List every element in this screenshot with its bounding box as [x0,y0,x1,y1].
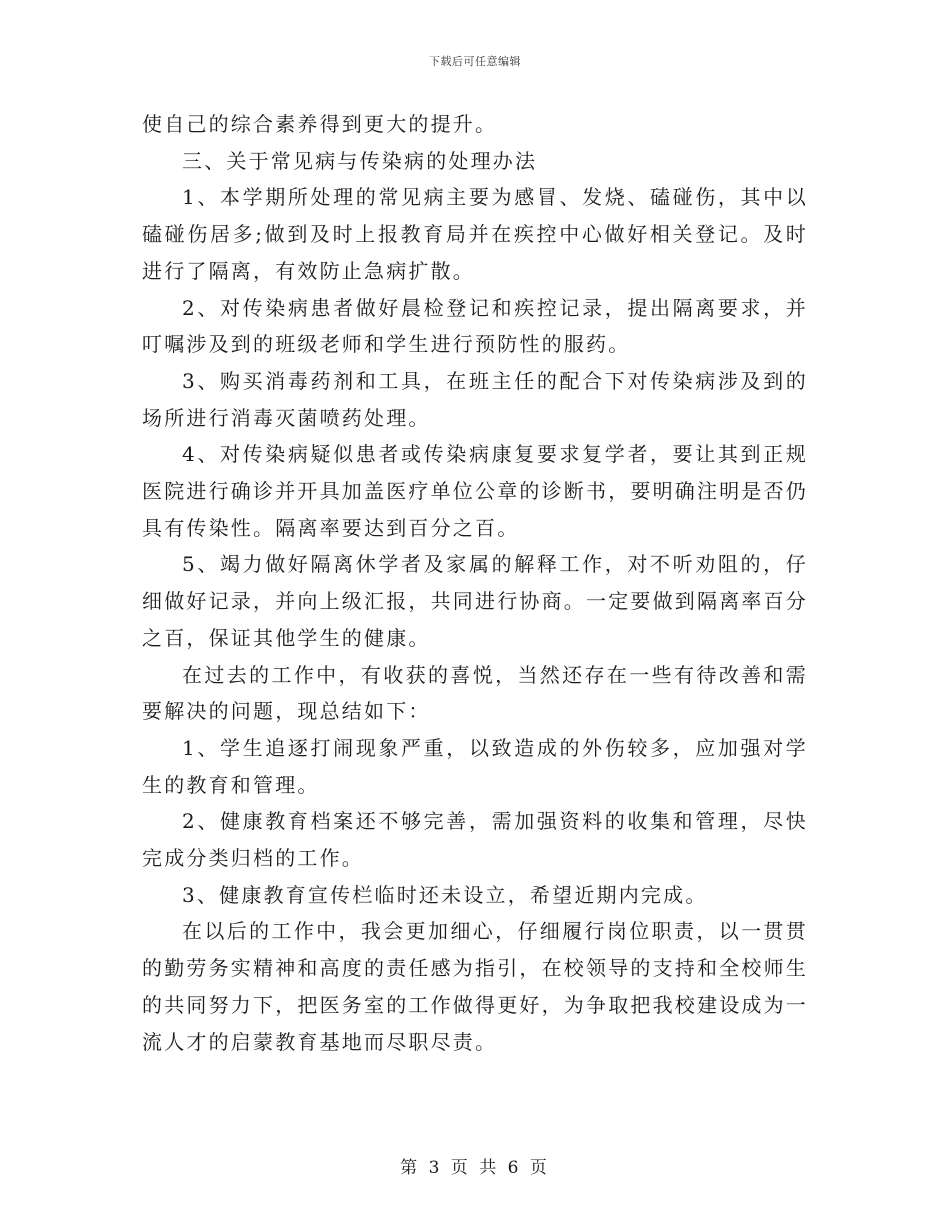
document-body [142,106,808,1060]
paragraph-problem-3: 3、健康教育宣传栏临时还未设立，希望近期内完成。 [182,882,708,907]
paragraph-conclusion: 在以后的工作中，我会更加细心，仔细履行岗位职责，以一贯贯的勤劳务实精神和高度的责任感为指引，在校领导的支持和全校师生的共同努力下，把医务室的工作做得更好，为争取把我校建设成为一流人才的启蒙教育基地而尽职尽责。 [142,919,808,1054]
page-header: 下载后可任意编辑 [429,55,521,68]
paragraph-item-5: 5、竭力做好隔离休学者及家属的解释工作，对不听劝阻的，仔细做好记录，并向上级汇报，共同进行协商。一定要做到隔离率百分之百，保证其他学生的健康。 [142,552,808,650]
paragraph-item-3: 3、购买消毒药剂和工具，在班主任的配合下对传染病涉及到的场所进行消毒灭菌喷药处理。 [142,368,808,430]
paragraph-problem-1: 1、学生追逐打闹现象严重，以致造成的外伤较多，应加强对学生的教育和管理。 [142,735,808,797]
section-heading: 三、关于常见病与传染病的处理办法 [182,148,538,173]
paragraph-item-4: 4、对传染病疑似患者或传染病康复要求复学者，要让其到正规医院进行确诊并开具加盖医疗单位公章的诊断书，要明确注明是否仍具有传染性。隔离率要达到百分之百。 [142,442,808,540]
paragraph-problem-2: 2、健康教育档案还不够完善，需加强资料的收集和管理，尽快完成分类归档的工作。 [142,809,808,871]
paragraph-item-1: 1、本学期所处理的常见病主要为感冒、发烧、磕碰伤，其中以磕碰伤居多;做到及时上报教育局并在疾控中心做好相关登记。及时进行了隔离，有效防止急病扩散。 [142,185,808,283]
paragraph-summary-intro: 在过去的工作中，有收获的喜悦，当然还存在一些有待改善和需要解决的问题，现总结如下： [142,662,808,724]
paragraph-item-2: 2、对传染病患者做好晨检登记和疾控记录，提出隔离要求，并叮嘱涉及到的班级老师和学生进行预防性的服药。 [142,295,808,357]
page-number-footer: 第 3 页 共 6 页 [400,1158,550,1178]
paragraph-continuation: 使自己的综合素养得到更大的提升。 [142,112,498,136]
